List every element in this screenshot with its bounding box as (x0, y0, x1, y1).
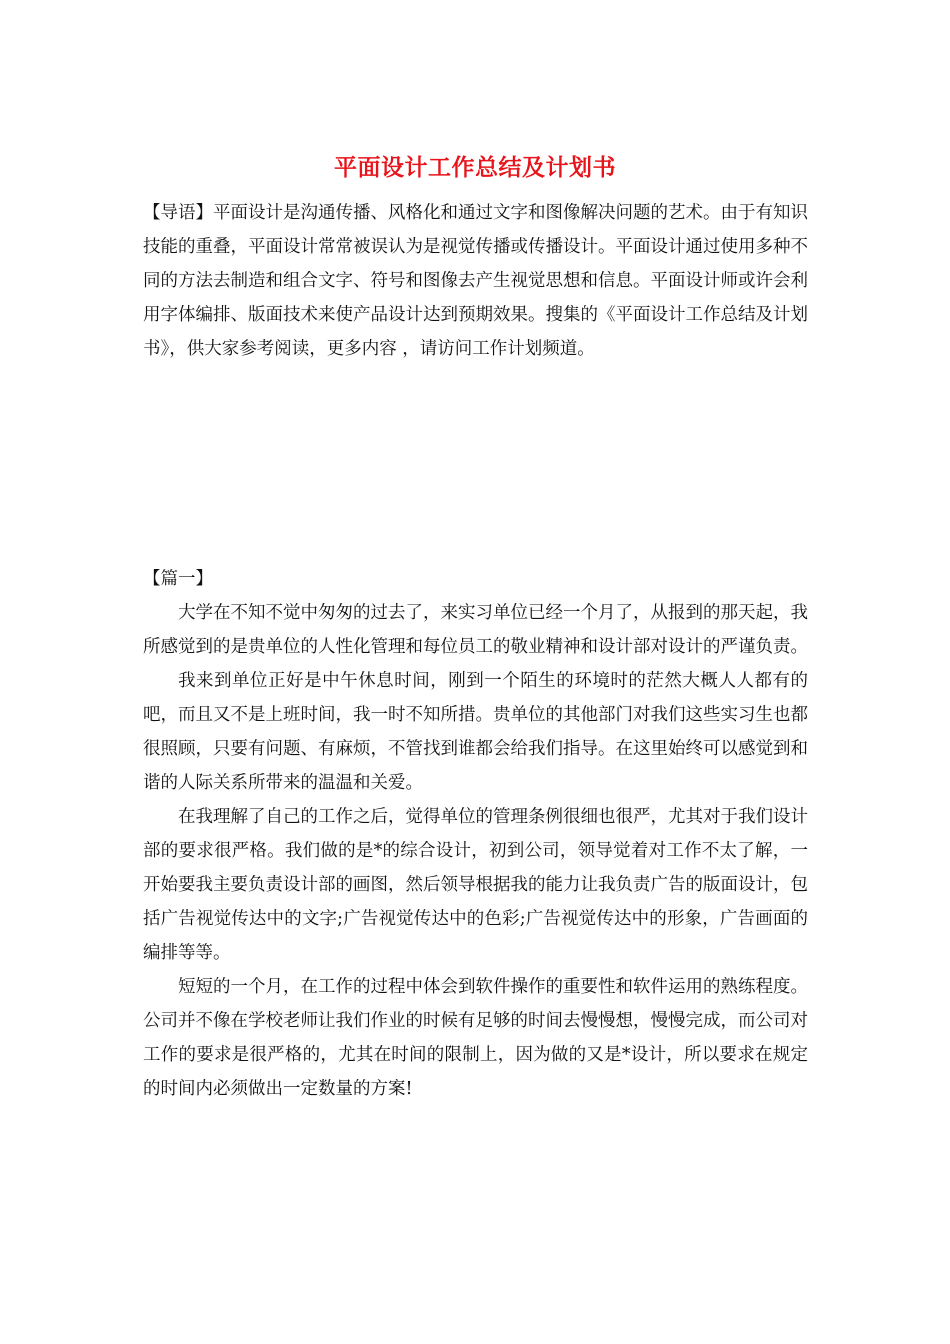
body-paragraph-4: 短短的一个月，在工作的过程中体会到软件操作的重要性和软件运用的熟练程度。公司并不像在学校老师让我们作业的时候有足够的时间去慢慢想，慢慢完成，而公司对工作的要求是很严格的，尤其在时间的限制上，因为做的又是*设计，所以要求在规定的时间内必须做出一定数量的方案! (143, 977, 808, 1099)
body-paragraph-3: 在我理解了自己的工作之后，觉得单位的管理条例很细也很严，尤其对于我们设计部的要求很严格。我们做的是*的综合设计，初到公司，领导觉着对工作不太了解，一开始要我主要负责设计部的画图，然后领导根据我的能力让我负责广告的版面设计，包括广告视觉传达中的文字;广告视觉传达中的色彩;广告视觉传达中的形象，广告画面的编排等等。 (143, 807, 808, 963)
intro-paragraph: 【导语】平面设计是沟通传播、风格化和通过文字和图像解决问题的艺术。由于有知识技能的重叠，平面设计常常被误认为是视觉传播或传播设计。平面设计通过使用多种不同的方法去制造和组合文字、符号和图像去产生视觉思想和信息。平面设计师或许会利用字体编排、版面技术来使产品设计达到预期效果。搜集的《平面设计工作总结及计划书》，供大家参考阅读，更多内容 ，请访问工作计划频道。 (143, 203, 808, 359)
page-title: 平面设计工作总结及计划书 (334, 154, 616, 181)
section-heading: 【篇一】 (143, 569, 213, 589)
body-paragraph-1: 大学在不知不觉中匆匆的过去了，来实习单位已经一个月了，从报到的那天起，我所感觉到的是贵单位的人性化管理和每位员工的敬业精神和设计部对设计的严谨负责。 (143, 603, 808, 657)
section-one (143, 562, 808, 1106)
body-paragraph-2: 我来到单位正好是中午休息时间，刚到一个陌生的环境时的茫然大概人人都有的吧，而且又不是上班时间，我一时不知所措。贵单位的其他部门对我们这些实习生也都很照顾，只要有问题、有麻烦，不管找到谁都会给我们指导。在这里始终可以感觉到和谐的人际关系所带来的温温和关爱。 (143, 671, 808, 793)
